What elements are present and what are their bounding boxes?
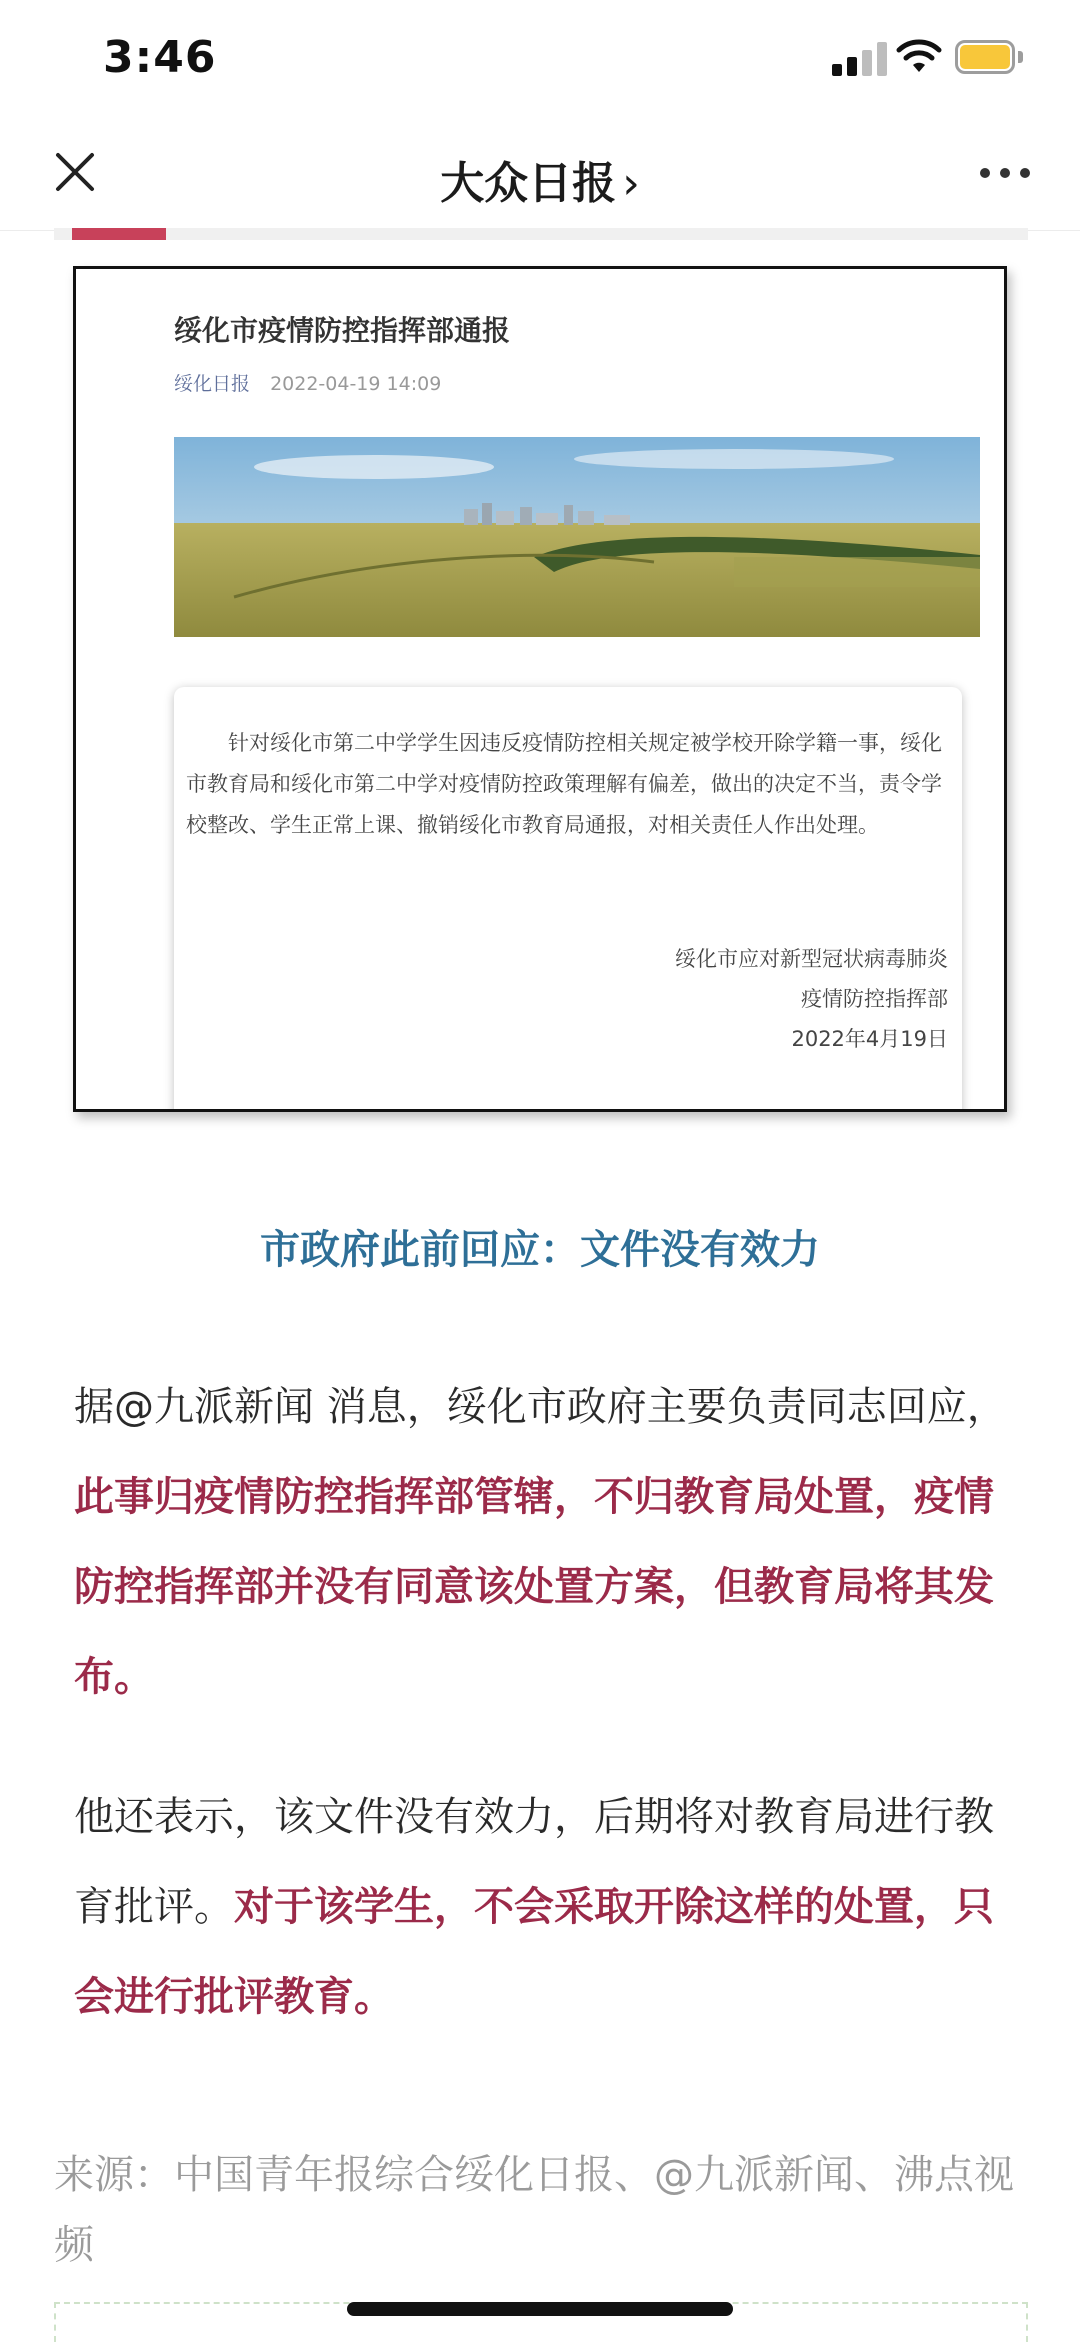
account-title-link[interactable]: [0, 147, 1080, 211]
home-indicator[interactable]: [347, 2302, 733, 2316]
chevron-right-icon: ›: [622, 158, 640, 209]
paragraph-1-text: 据@九派新闻 消息，绥化市政府主要负责同志回应，: [74, 1384, 1007, 1430]
notice-meta: [174, 369, 441, 396]
city-landscape-photo: [174, 437, 980, 637]
article-paragraph-1: [74, 1362, 1014, 1722]
article-paragraph-2: [74, 1772, 1014, 2042]
paragraph-1-highlight: 此事归疫情防控指挥部管辖，不归教育局处置，疫情防控指挥部并没有同意该处置方案，但教育局将其发布。: [74, 1474, 994, 1700]
account-name: 大众日报: [440, 158, 617, 209]
cellular-signal-icon: [832, 40, 890, 76]
progress-accent: [72, 228, 166, 240]
article-source: 来源：中国青年报综合绥化日报、@九派新闻、沸点视频: [54, 2152, 1014, 2268]
notice-signature: [675, 939, 948, 1059]
section-subheading: 市政府此前回应：文件没有效力: [260, 1227, 820, 1273]
status-bar: [0, 0, 1080, 115]
paragraph-2-highlight: 对于该学生，不会采取开除这样的处置，只会进行批评教育。: [74, 1884, 994, 2020]
notice-sign-date: 2022年4月19日: [791, 1027, 948, 1051]
more-options-icon[interactable]: [980, 163, 1032, 183]
battery-icon: [955, 40, 1025, 76]
navigation-bar: [0, 115, 1080, 231]
notice-card: [174, 687, 962, 1112]
status-time: 3:46: [103, 32, 217, 83]
notice-body: 针对绥化市第二中学学生因违反疫情防控相关规定被学校开除学籍一事，绥化市教育局和绥化市第二中学对疫情防控政策理解有偏差，做出的决定不当，责令学校整改、学生正常上课、撤销绥化市教育局通报，对相关责任人作出处理。: [186, 731, 942, 837]
notice-sign-line2: 疫情防控指挥部: [801, 987, 948, 1011]
progress-strip: [54, 228, 1028, 240]
notice-source: 绥化日报: [174, 373, 251, 395]
notice-datetime: 2022-04-19 14:09: [270, 373, 442, 395]
notice-title: 绥化市疫情防控指挥部通报: [174, 314, 511, 347]
notice-sign-line1: 绥化市应对新型冠状病毒肺炎: [675, 947, 948, 971]
wifi-icon: [895, 36, 943, 76]
paragraph-2-text: 他还表示，该文件没有效力，后期将对教育局进行教育批评。: [74, 1794, 994, 1930]
embedded-notice-image[interactable]: [73, 266, 1007, 1112]
